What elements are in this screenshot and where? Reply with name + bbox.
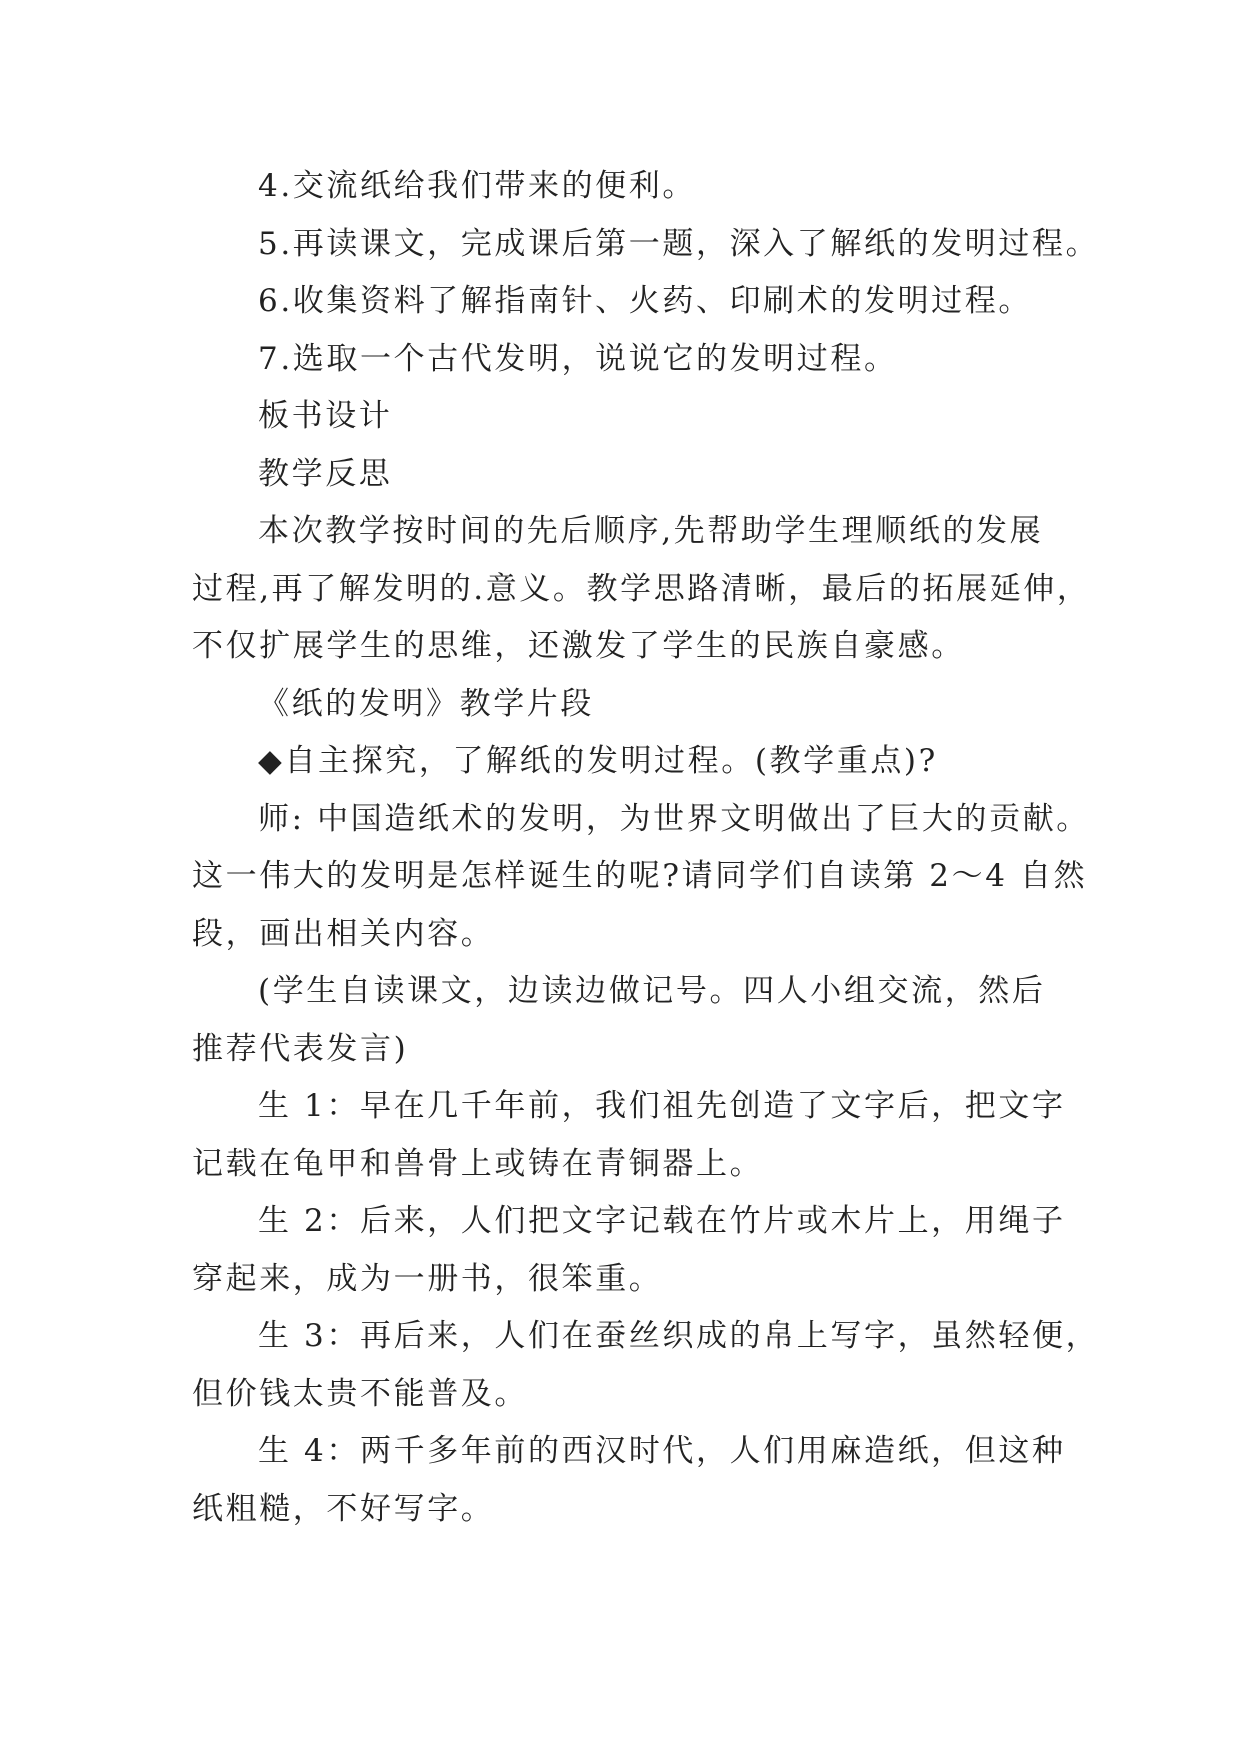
text-line: 生 4：两千多年前的西汉时代，人们用麻造纸，但这种 [258,1433,1066,1469]
text-line: 7.选取一个古代发明，说说它的发明过程。 [258,340,898,377]
document-body [192,158,1100,1538]
text-line: 这一伟大的发明是怎样诞生的呢?请同学们自读第 2～4 自然 [192,858,1088,894]
text-line: 但价钱太贵不能普及。 [192,1375,528,1412]
heading-lesson-excerpt: 《纸的发明》教学片段 [258,685,594,722]
text-line: 过程,再了解发明的.意义。教学思路清晰，最后的拓展延伸， [192,570,1091,607]
heading-board-design: 板书设计 [258,398,393,434]
text-line: 纸粗糙，不好写字。 [192,1490,495,1527]
text-line: 师: 中国造纸术的发明，为世界文明做出了巨大的贡献。 [258,800,1090,837]
text-line: 本次教学按时间的先后顺序,先帮助学生理顺纸的发展 [258,513,1044,549]
text-line: 不仅扩展学生的思维，还激发了学生的民族自豪感。 [192,628,965,664]
text-line: 生 2：后来，人们把文字记载在竹片或木片上，用绳子 [258,1203,1066,1239]
text-line: 4.交流纸给我们带来的便利。 [258,168,696,204]
bullet-line: ◆自主探究，了解纸的发明过程。(教学重点)? [258,743,938,779]
text-line: 6.收集资料了解指南针、火药、印刷术的发明过程。 [258,283,1032,319]
text-line: 记载在龟甲和兽骨上或铸在青铜器上。 [192,1145,764,1182]
text-line: (学生自读课文，边读边做记号。四人小组交流，然后 [258,973,1046,1009]
text-line: 生 3：再后来，人们在蚕丝织成的帛上写字，虽然轻便， [258,1318,1100,1354]
text-line: 5.再读课文，完成课后第一题，深入了解纸的发明过程。 [258,225,1100,262]
heading-teaching-reflection: 教学反思 [258,455,393,492]
text-line: 生 1：早在几千年前，我们祖先创造了文字后，把文字 [258,1088,1066,1124]
text-line: 推荐代表发言) [192,1030,409,1067]
text-line: 穿起来，成为一册书，很笨重。 [192,1260,663,1297]
text-line: 段，画出相关内容。 [192,915,495,952]
